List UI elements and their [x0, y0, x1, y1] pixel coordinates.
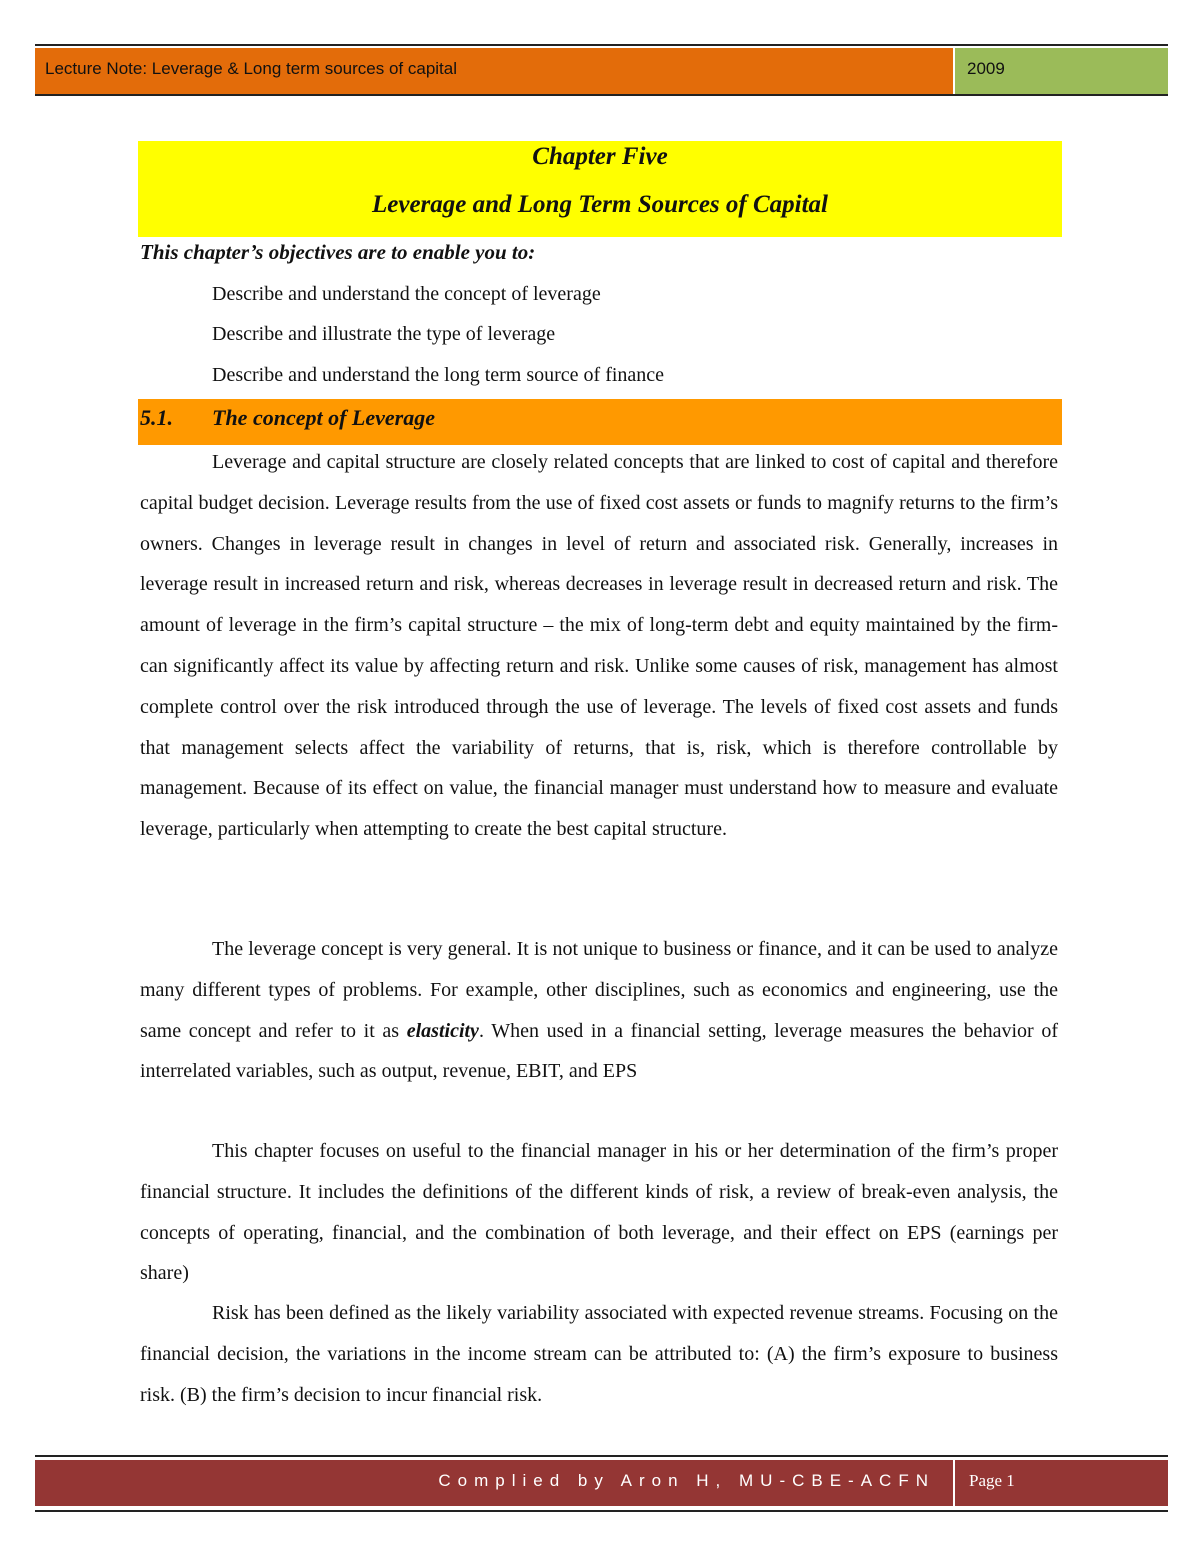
objective-item: Describe and understand the long term source of finance [212, 364, 665, 386]
section-number: 5.1. [140, 405, 173, 430]
paragraph-text: . When used in a financial setting, leverage measures the behavior of interrelated variables, such as output, revenue, EBIT, and EPS [140, 1019, 1058, 1083]
chapter-number: Chapter Five [532, 143, 668, 170]
paragraph-text: The leverage concept is very general. It is not unique to business or finance, and it can be used to analyze many different types of problems. For example, other disciplines, such as economics and engineering, use the same concept and refer to it as [140, 938, 1058, 1042]
footer-credit: Complied by Aron H, MU-CBE-ACFN [35, 1460, 955, 1506]
chapter-title: Leverage and Long Term Sources of Capital [371, 191, 828, 218]
objective-item: Describe and illustrate the type of leverage [212, 323, 556, 345]
section-title: The concept of Leverage [212, 405, 435, 430]
objectives-heading: This chapter’s objectives are to enable you to: [140, 240, 536, 264]
paragraph-chapter-focus: This chapter focuses on useful to the financial manager in his or her determination of the firm’s proper financial structure. It includes the definitions of the different kinds of risk, a review of break-even analysis, the concepts of operating, financial, and the combination of both leverage, and their effect on EPS (earnings per share) [140, 1140, 1058, 1285]
objective-item: Describe and understand the concept of leverage [212, 283, 601, 305]
header-top-rule [35, 44, 1168, 46]
header-title: Lecture Note: Leverage & Long term sources of capital [35, 48, 955, 94]
elasticity-term: elasticity [406, 1019, 479, 1042]
paragraph-leverage-concept [140, 929, 1058, 1092]
page-footer [35, 1460, 1168, 1506]
page-header [35, 48, 1168, 96]
footer-bottom-rule [35, 1510, 1168, 1512]
chapter-title-box [138, 141, 1062, 237]
header-year: 2009 [955, 48, 1168, 94]
page-number: Page 1 [955, 1460, 1168, 1506]
footer-top-rule [35, 1455, 1168, 1457]
paragraph-leverage-intro: Leverage and capital structure are closely related concepts that are linked to cost of capital and therefore capital budget decision. Leverage results from the use of fixed cost assets or funds to magnify returns to the firm’s owners. Changes in leverage result in changes in level of return and associated risk. Generally, increases in leverage result in increased return and risk, whereas decreases in leverage result in decreased return and risk. The amount of leverage in the firm’s capital structure – the mix of long-term debt and equity maintained by the firm- can significantly affect its value by affecting return and risk. Unlike some causes of risk, management has almost complete control over the risk introduced through the use of leverage. The levels of fixed cost assets and funds that management selects affect the variability of returns, that is, risk, which is therefore controllable by management. Because of its effect on value, the financial manager must understand how to measure and evaluate leverage, particularly when attempting to create the best capital structure. [140, 451, 1058, 841]
paragraph-risk-definition: Risk has been defined as the likely variability associated with expected revenue streams. Focusing on the financial decision, the variations in the income stream can be attributed to: (A) the firm’s exposure to business risk. (B) the firm’s decision to incur financial risk. [140, 1302, 1058, 1406]
section-heading [138, 399, 1062, 445]
